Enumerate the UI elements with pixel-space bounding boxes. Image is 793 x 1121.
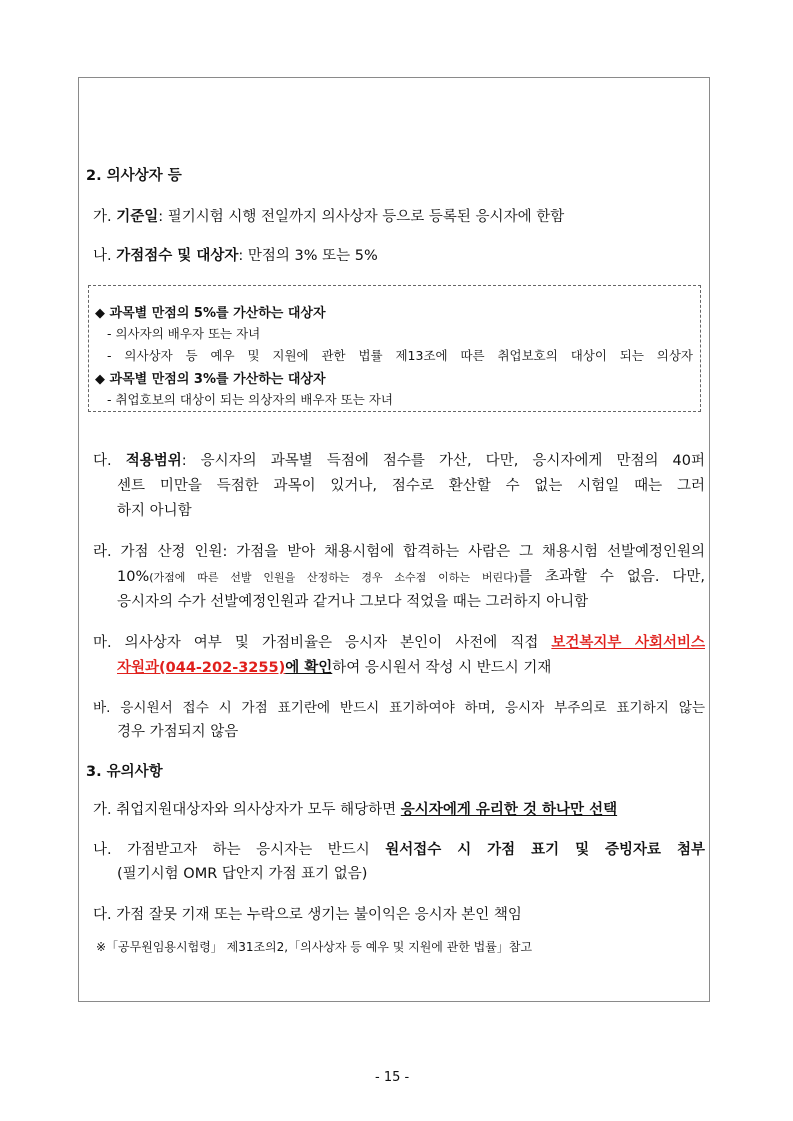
item-da-scope-line2: 센트 미만을 득점한 과목이 있거나, 점수로 환산할 수 없는 시험일 때는 그러 xyxy=(117,478,705,494)
notice-da: 다. 가점 잘못 기재 또는 누락으로 생기는 불이익은 응시자 본인 책임 xyxy=(93,907,522,923)
box-item-5pct-a: - 의사자의 배우자 또는 자녀 xyxy=(107,326,261,341)
item-ga-criteria: 가. 기준일: 필기시험 시행 전일까지 의사상자 등으로 등록된 응시자에 한함 xyxy=(93,209,565,225)
box-item-3pct-a: - 취업호보의 대상이 되는 의상자의 배우자 또는 자녀 xyxy=(107,392,393,407)
section3-heading: 3. 유의사항 xyxy=(86,764,163,780)
item-ba-line2: 경우 가점되지 않음 xyxy=(117,724,239,740)
item-da-scope-line1: 다. 적용범위: 응시자의 과목별 득점에 점수를 가산, 다만, 응시자에게 만점의 40퍼 xyxy=(93,453,705,469)
ministry-phone: 자원과(044-202-3255) xyxy=(117,660,286,676)
item-na-points: 나. 가점점수 및 대상자: 만점의 3% 또는 5% xyxy=(93,248,378,264)
box-title-5pct: ◆ 과목별 만점의 5%를 가산하는 대상자 xyxy=(95,306,326,321)
page-number: - 15 - xyxy=(375,1070,410,1085)
box-item-5pct-b: - 의사상자 등 예우 및 지원에 관한 법률 제13조에 따른 취업보호의 대상이 되는 의상자 xyxy=(107,348,693,363)
reference-note: ※「공무원임용시험령」 제31조의2,「의사상자 등 예우 및 지원에 관한 법률」참고 xyxy=(96,940,533,954)
item-ra-line2: 10%(가점에 따른 선발 인원을 산정하는 경우 소수점 이하는 버린다)를 초과할 수 없음. 다만, xyxy=(117,569,705,585)
notice-na-line2: (필기시험 OMR 답안지 가점 표기 없음) xyxy=(117,866,368,882)
notice-ga: 가. 취업지원대상자와 의사상자가 모두 해당하면 응시자에게 유리한 것 하나만 선택 xyxy=(93,802,618,818)
item-ma-line2: 자원과(044-202-3255)에 확인하여 응시원서 작성 시 반드시 기재 xyxy=(117,660,552,676)
item-ra-line1: 라. 가점 산정 인원: 가점을 받아 채용시험에 합격하는 사람은 그 채용시험 선발예정인원의 xyxy=(93,544,705,560)
item-ba-line1: 바. 응시원서 접수 시 가점 표기란에 반드시 표기하여야 하며, 응시자 부주의로 표기하지 않는 xyxy=(93,700,705,716)
item-da-scope-line3: 하지 아니함 xyxy=(117,503,192,519)
ministry-contact: 보건복지부 사회서비스 xyxy=(551,635,705,651)
notice-na-line1: 나. 가점받고자 하는 응시자는 반드시 원서접수 시 가점 표기 및 증빙자료 첨부 xyxy=(93,842,705,858)
box-title-3pct: ◆ 과목별 만점의 3%를 가산하는 대상자 xyxy=(95,372,326,387)
item-ra-line3: 응시자의 수가 선발예정인원과 같거나 그보다 적었을 때는 그러하지 아니함 xyxy=(117,594,589,610)
item-ma-line1: 마. 의사상자 여부 및 가점비율은 응시자 본인이 사전에 직접 보건복지부 사회서비스 xyxy=(93,635,705,651)
section2-heading: 2. 의사상자 등 xyxy=(86,168,182,184)
